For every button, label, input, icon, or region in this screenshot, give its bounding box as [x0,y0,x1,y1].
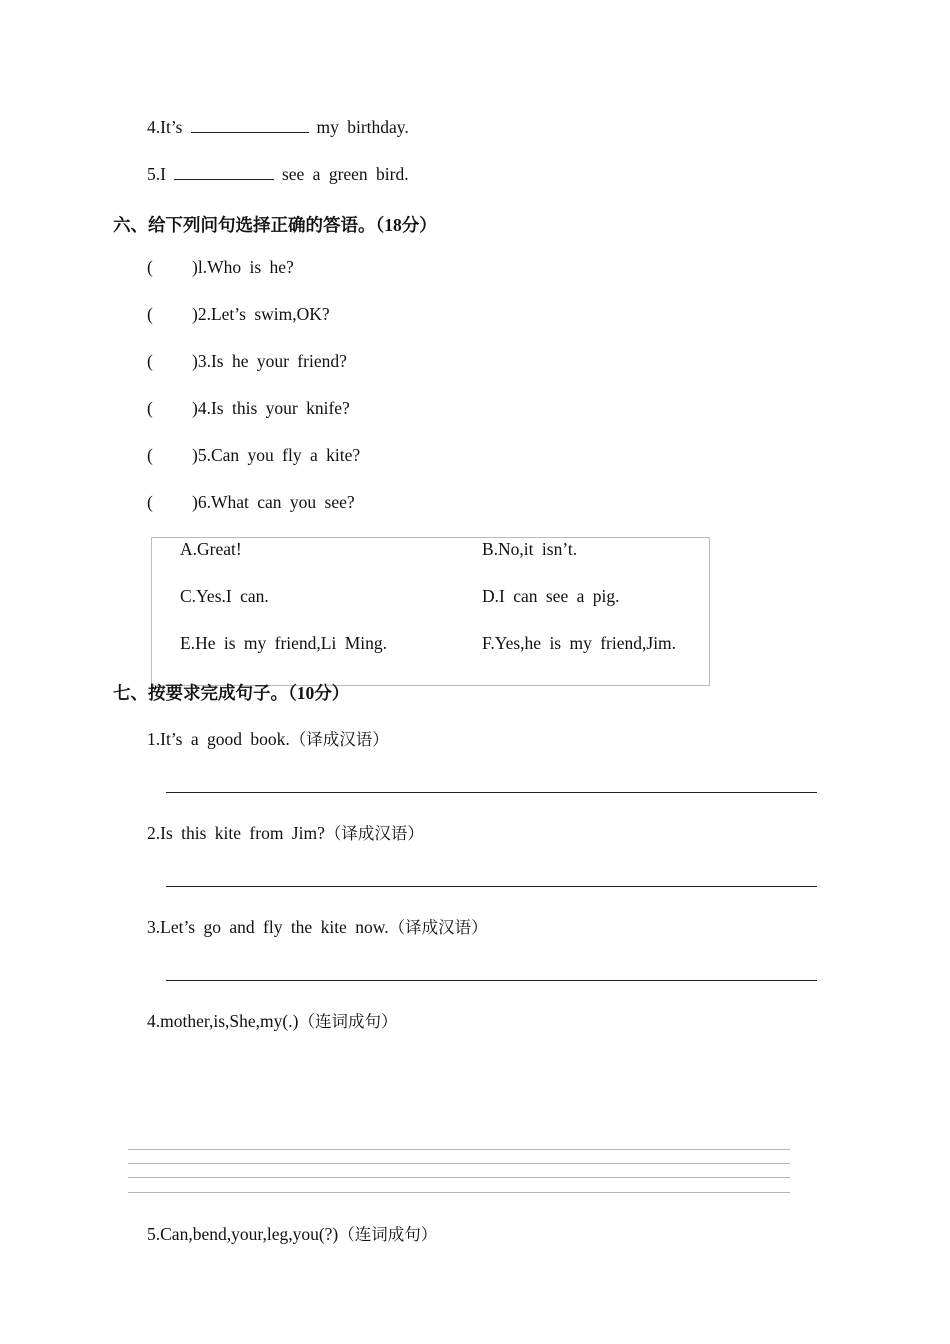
question-6-1: ( )l.Who is he? [147,257,294,277]
question-6-4: ( )4.Is this your knife? [147,398,350,418]
option-d: D.I can see a pig. [482,586,620,606]
section-6-heading: 六、给下列问句选择正确的答语。（18分） [113,215,437,236]
option-a: A.Great! [180,539,242,559]
question-7-3: 3.Let’s go and fly the kite now.（译成汉语） [147,917,488,937]
question-6-5: ( )5.Can you fly a kite? [147,445,361,465]
question-6-6: ( )6.What can you see? [147,492,355,512]
question-5-4: 4.It’s my birthday. [147,117,409,137]
fill-blank[interactable] [174,165,274,180]
option-c: C.Yes.I can. [180,586,269,606]
question-5-5: 5.I see a green bird. [147,164,409,184]
question-6-3: ( )3.Is he your friend? [147,351,347,371]
answer-paren[interactable]: ( [147,445,153,465]
option-e: E.He is my friend,Li Ming. [180,633,388,653]
section-7-heading: 七、按要求完成句子。（10分） [113,683,350,704]
writing-rule[interactable] [128,1149,790,1150]
answer-paren[interactable]: ( [147,492,153,512]
question-7-1: 1.It’s a good book.（译成汉语） [147,729,389,749]
answer-line[interactable] [166,792,817,793]
answer-paren[interactable]: ( [147,398,153,418]
question-7-4: 4.mother,is,She,my(.)（连词成句） [147,1011,398,1031]
question-7-2: 2.Is this kite from Jim?（译成汉语） [147,823,424,843]
answer-line[interactable] [166,886,817,887]
option-b: B.No,it isn’t. [482,539,578,559]
answer-paren[interactable]: ( [147,351,153,371]
question-6-2: ( )2.Let’s swim,OK? [147,304,330,324]
answer-paren[interactable]: ( [147,304,153,324]
writing-rule[interactable] [128,1192,790,1193]
question-7-5: 5.Can,bend,your,leg,you(?)（连词成句） [147,1224,438,1244]
option-f: F.Yes,he is my friend,Jim. [482,633,677,653]
answer-line[interactable] [166,980,817,981]
writing-rule[interactable] [128,1163,790,1164]
writing-rule[interactable] [128,1177,790,1178]
fill-blank[interactable] [191,118,309,133]
answer-paren[interactable]: ( [147,257,153,277]
